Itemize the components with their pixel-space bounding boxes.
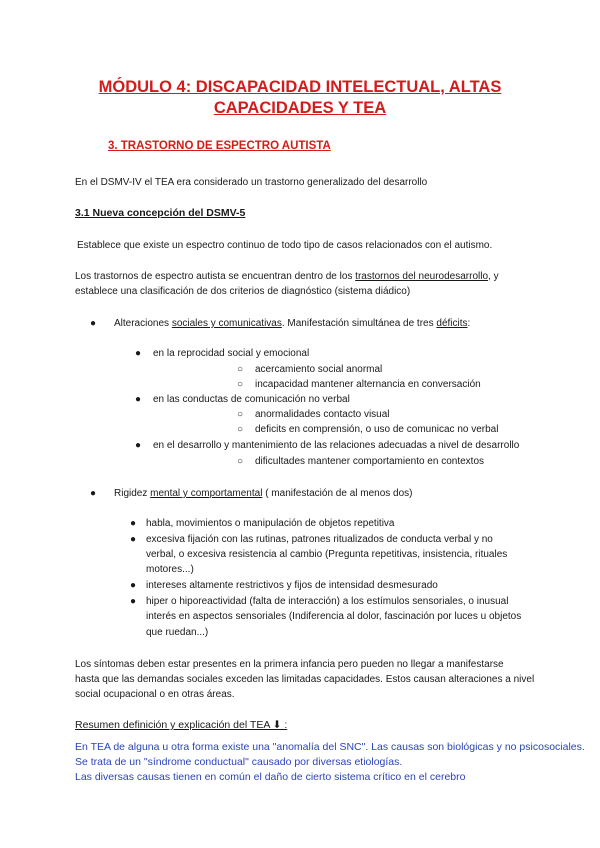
circle-bullet-icon: ○ bbox=[237, 409, 244, 420]
deficit-label: en el desarrollo y mantenimiento de las relaciones adecuadas a nivel de desarrollo bbox=[153, 440, 520, 451]
bullet-icon: ● bbox=[90, 318, 97, 329]
paragraph-3-line: hasta que las demandas sociales exceden las limitadas capacidades. Estos causan alteraciones a nivel bbox=[75, 674, 535, 685]
summary-line: En TEA de alguna u otra forma existe una "anomalía del SNC". Las causas son biológicas y no psicosociales. bbox=[75, 741, 585, 753]
paragraph-2-text-a: Los trastornos de espectro autista se encuentran dentro de los bbox=[75, 271, 356, 282]
bullet-icon: ● bbox=[130, 596, 137, 607]
summary-line: Se trata de un "síndrome conductual" causado por diversas etiologías. bbox=[75, 756, 403, 768]
paragraph-2-line-1 bbox=[75, 271, 499, 282]
bullet-icon: ● bbox=[135, 394, 142, 405]
bullet-icon: ● bbox=[135, 348, 142, 359]
criterion-2-text: Rigidez mental y comportamental ( manifestación de al menos dos) bbox=[114, 488, 413, 499]
paragraph-3-line: social ocupacional o en otras áreas. bbox=[75, 689, 235, 700]
criterion-1-text: Alteraciones sociales y comunicativas. Manifestación simultánea de tres déficits: bbox=[114, 318, 471, 329]
intro-text: En el DSMV-IV el TEA era considerado un trastorno generalizado del desarrollo bbox=[75, 177, 428, 188]
subheading: 3.1 Nueva concepción del DSMV-5 bbox=[75, 207, 246, 219]
bullet-icon: ● bbox=[90, 488, 97, 499]
circle-bullet-icon: ○ bbox=[237, 456, 244, 467]
section-title: 3. TRASTORNO DE ESPECTRO AUTISTA bbox=[108, 140, 331, 152]
paragraph-3-line: Los síntomas deben estar presentes en la primera infancia pero pueden no llegar a manifestarse bbox=[75, 659, 504, 670]
title-line-1: MÓDULO 4: DISCAPACIDAD INTELECTUAL, ALTAS bbox=[98, 78, 502, 96]
bullet-icon: ● bbox=[135, 440, 142, 451]
summary-line: Las diversas causas tienen en común el daño de cierto sistema crítico en el cerebro bbox=[75, 771, 466, 783]
deficit-label: en la reprocidad social y emocional bbox=[153, 348, 310, 359]
bullet-icon: ● bbox=[130, 518, 137, 529]
neurodevelopment-term: trastornos del neurodesarrollo bbox=[355, 271, 489, 282]
circle-bullet-icon: ○ bbox=[237, 364, 244, 375]
paragraph-2-line-2: establece una clasificación de dos criterios de diagnóstico (sistema diádico) bbox=[75, 286, 411, 297]
bullet-icon: ● bbox=[130, 534, 137, 545]
summary-heading: Resumen definición y explicación del TEA ⬇ : bbox=[75, 719, 288, 731]
circle-bullet-icon: ○ bbox=[237, 379, 244, 390]
title-line-2: CAPACIDADES Y TEA bbox=[213, 99, 387, 117]
bullet-icon: ● bbox=[130, 580, 137, 591]
circle-bullet-icon: ○ bbox=[237, 424, 244, 435]
deficit-label: en las conductas de comunicación no verbal bbox=[153, 394, 350, 405]
paragraph-2-text-b: , y bbox=[488, 271, 499, 282]
paragraph-1: Establece que existe un espectro continuo de todo tipo de casos relacionados con el autismo. bbox=[77, 240, 493, 251]
